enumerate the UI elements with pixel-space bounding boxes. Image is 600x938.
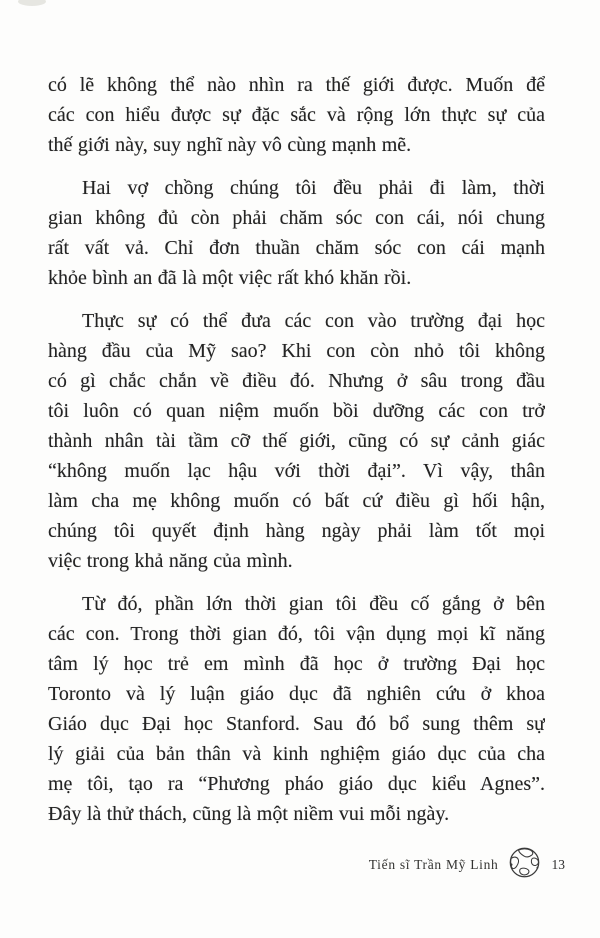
text-line: có gì chắc chắn về điều đó. Nhưng ở sâu trong đầu [48,370,545,392]
footer-author: Tiến sĩ Trần Mỹ Linh [368,857,499,872]
text-line: Đây là thử thách, cũng là một niềm vui mỗi ngày. [48,803,450,825]
paragraph [48,70,545,160]
text-line: gian không đủ còn phải chăm sóc con cái, nói chung [48,207,545,229]
text-line: có lẽ không thể nào nhìn ra thế giới được. Muốn để [48,74,545,96]
body-text [48,70,545,829]
paragraph [48,589,545,829]
text-line: Giáo dục Đại học Stanford. Sau đó bổ sung thêm sự [48,713,545,735]
page-footer [369,846,565,884]
text-line: chúng tôi quyết định hàng ngày phải làm tốt mọi [48,520,545,542]
text-line: tâm lý học trẻ em mình đã học ở trường Đại học [48,653,545,675]
text-line: các con hiểu được sự đặc sắc và rộng lớn thực sự của [48,104,545,126]
globe-icon [508,846,541,879]
text-line: làm cha mẹ không muốn có bất cứ điều gì hối hận, [48,490,545,512]
text-line: Toronto và lý luận giáo dục đã nghiên cứu ở khoa [48,683,545,705]
page-number: 13 [551,857,565,872]
text-line: thế giới này, suy nghĩ này vô cùng mạnh mẽ. [48,134,412,156]
text-line: các con. Trong thời gian đó, tôi vận dụng mọi kĩ năng [48,623,545,645]
text-line: việc trong khả năng của mình. [48,550,293,572]
text-line: Thực sự có thể đưa các con vào trường đại học [82,310,545,332]
text-line: khỏe bình an đã là một việc rất khó khăn rồi. [48,267,412,289]
text-line: lý giải của bản thân và kinh nghiệm giáo dục của cha [48,743,545,765]
text-line: tôi luôn có quan niệm muốn bồi dưỡng các con trở [48,400,545,422]
text-line: “không muốn lạc hậu với thời đại”. Vì vậy, thân [48,460,545,482]
text-line: Từ đó, phần lớn thời gian tôi đều cố gắng ở bên [82,593,545,615]
scan-smudge [18,0,46,6]
text-line: rất vất vả. Chỉ đơn thuần chăm sóc con cái mạnh [48,237,545,259]
text-line: Hai vợ chồng chúng tôi đều phải đi làm, thời [82,177,545,199]
text-line: thành nhân tài tầm cỡ thế giới, cũng có sự cảnh giác [48,430,545,452]
text-line: mẹ tôi, tạo ra “Phương pháo giáo dục kiểu Agnes”. [48,773,545,795]
paragraph [48,306,545,576]
text-line: hàng đầu của Mỹ sao? Khi con còn nhỏ tôi không [48,340,545,362]
paragraph [48,173,545,293]
